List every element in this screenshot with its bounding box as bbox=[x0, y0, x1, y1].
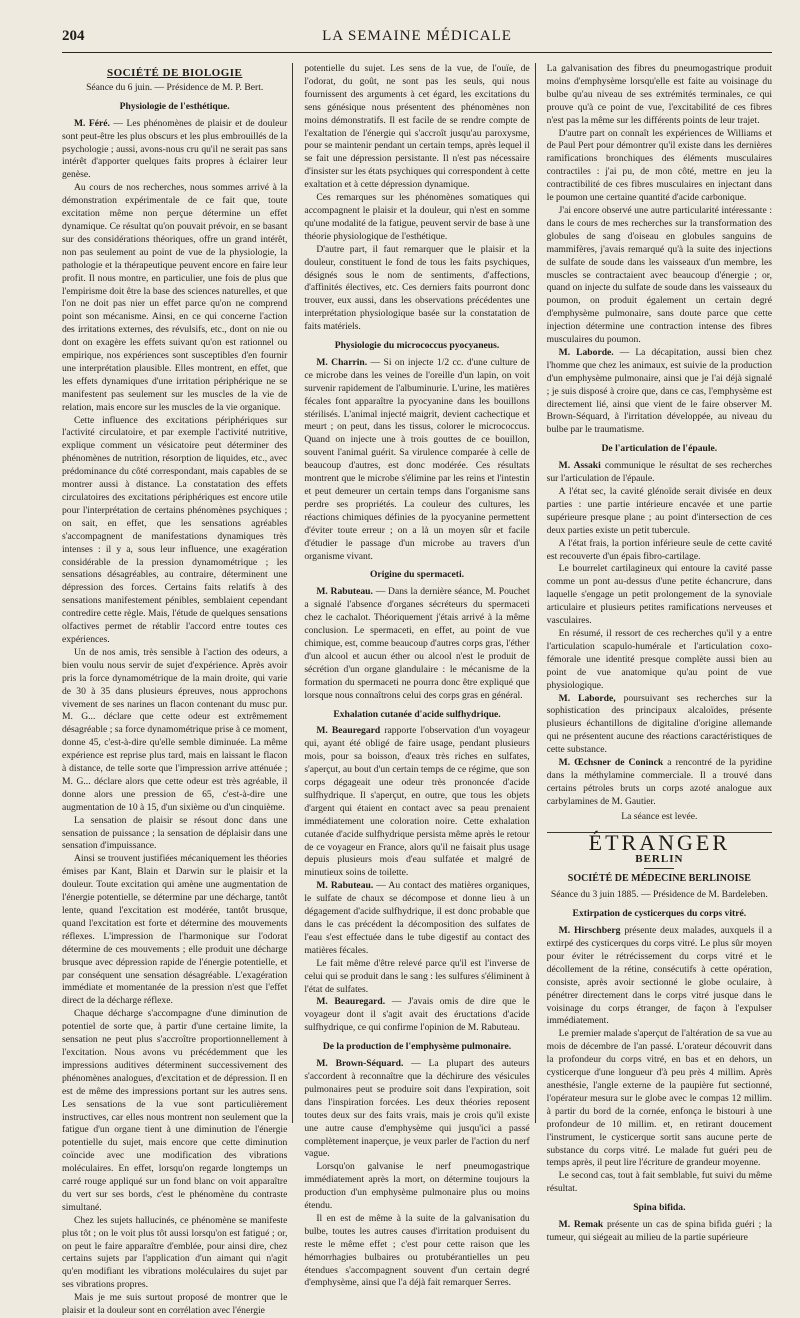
city-heading: BERLIN bbox=[635, 853, 684, 866]
speaker: M. Assaki bbox=[558, 460, 601, 472]
running-title: LA SEMAINE MÉDICALE bbox=[322, 28, 512, 44]
paragraph-text: présente deux malades, auxquels il a extirpé des cysticerques du corps vitré. Le plus sûr moyen pour éviter le rétrécissement du corps vitré et le décollement de la rétine, consécutifs à cette opération, consiste, après avoir sectionné le globe oculaire, à pénétrer directement dans le corps vitré jusque dans le voisinage du corps étranger, de façon à l'expulser immédiatement. bbox=[546, 925, 773, 1027]
paragraph-text: présente un cas de spina bifida guéri ; la tumeur, qui siégeait au milieu de la partie supérieure bbox=[546, 1219, 772, 1243]
speaker: M. Rabuteau. bbox=[316, 880, 374, 892]
section-title: Origine du spermaceti. bbox=[369, 569, 465, 581]
paragraph: Il en est de même à la suite de la galvanisation du bulbe, toutes les autres causes d'irritation produisent du reste le même effet ; c'est pour cette raison que les hémorrhagies bulbaires ou protubérantielles un peu étendues s'accompagnent souvent d'un certain degré d'emphysème, ainsi que l'a déjà fait remarquer Serres. bbox=[304, 1212, 530, 1289]
section-title: Physiologie du micrococcus pyocyaneus. bbox=[334, 340, 500, 352]
running-head bbox=[62, 28, 772, 53]
speaker: M. Œchsner de Coninck bbox=[558, 757, 664, 769]
paragraph: La sensation de plaisir se résout donc dans une sensation de puissance ; la sensation de déplaisir dans une sensation d'impuissance. bbox=[62, 814, 288, 852]
section-title: Exhalation cutanée d'acide sulfhydrique. bbox=[333, 708, 501, 720]
paragraph: La galvanisation des fibres du pneumogastrique produit moins d'emphysème lorsqu'elle est faite au voisinage du bulbe qu'au niveau de ses extrémités terminales, ce qui prouve qu'à ce point de vue, l'excitabilité de ces fibres n'est pas la même sur les différents points de leur trajet. bbox=[546, 63, 773, 126]
paragraph bbox=[547, 757, 772, 809]
paragraph: D'autre part on connaît les expériences de Williams et de Paul Pert pour démontrer qu'il existe dans les dernières ramifications bronchiques des éléments musculaires contractiles : j'ai pu, de mon côté, mettre en jeu la contractibilité de ces fibres musculaires en injectant dans le poumon une certaine quantité d'acide carbonique. bbox=[546, 127, 773, 204]
paragraph-text: rapporte l'observation d'un voyageur qui, ayant été obligé de faire usage, pendant plusieurs mois, pour sa boisson, d'eaux très riches en sulfates, s'aperçut, au bout d'un certain temps de ce régime, que son corps dégageait une odeur très prononcée d'acide sulfhydrique. Il s'aperçut, en outre, que tous les objets d'argent qui étaient en contact avec sa peau prenaient immédiatement une coloration noire. Cette exhalation cutanée d'acide sulfhydrique persista même après le retour de ce voyageur en France, alors qu'il ne faisait plus usage depuis plusieurs mois d'eau sulfatée et malgré de minutieux soins de toilette. bbox=[304, 725, 530, 879]
paragraph: Chez les sujets hallucinés, ce phénomène se manifeste plus tôt ; on le voit plus tôt aussi lorsqu'on est fatigué ; or, on peut le faire apparaître d'emblée, pour ainsi dire, chez certains sujets par l'application d'un aimant qui n'agit qu'en modifiant les vibrations moléculaires du sujet par ses vibrations propres. bbox=[62, 1214, 288, 1291]
paragraph: Au cours de nos recherches, nous sommes arrivé à la démonstration expérimentale de ce fait que, toute excitation même non perçue détermine un effet dynamique. Ce résultat qu'on pouvait prévoir, en se basant sur des considérations théoriques, offre un grand intérêt, non pas seulement au point de vue de la physiologie, la pathologie et la thérapeutique peuvent encore en faire leur profit. Il nous montre, en particulier, une fois de plus que l'empirisme doit être la base des sciences naturelles, et que l'on ne doit pas nier un effet parce qu'on ne comprend point son mécanisme. Ainsi, en ce qui concerne l'action des irritations externes, des révulsifs, etc., dont on nie ou dont on exagère les effets suivant qu'on est rationnel ou empirique, nos expériences sont susceptibles d'en fournir une interprétation plausible. Elles montrent, en effet, que les effets dynamiques d'une irritation périphérique ne se manifestent pas seulement sur les muscles de la vie de relation, mais encore sur les muscles de la vie organique. bbox=[62, 182, 288, 413]
speaker: M. Remak bbox=[558, 1219, 604, 1231]
paragraph-text: — J'avais omis de dire que le voyageur dont il s'agit avait des éructations d'acide sulfhydrique, ce qui confirme l'opinion de M. Rabuteau. bbox=[304, 996, 530, 1034]
paragraph bbox=[304, 880, 529, 957]
paragraph-text: — La plupart des auteurs s'accordent à reconnaître que la déchirure des vésicules pulmonaires peut se produire soit dans l'expiration, soit dans l'inspiration forcées. Les deux théories reposent toutes deux sur des faits vrais, mais je crois qu'il existe une autre cause d'emphysème qui jusqu'ici a passé complètement inaperçue, je veux parler de l'action du nerf vague. bbox=[304, 1058, 530, 1160]
paragraph: Ainsi se trouvent justifiées mécaniquement les théories émises par Kant, Blain et Darwin sur le plaisir et la douleur. Toute excitation qui amène une augmentation de l'énergie potentielle, se détermine par une décharge, tantôt lente, quand l'excitation est modérée, tantôt brusque, quand l'excitation est forte et détermine des mouvements réflexes. L'impression de l'harmonique sur l'odorat détermine de ces mouvements ; elle produit une décharge brusque avec dépression rapide de l'énergie potentielle, et par conséquent une sensation désagréable. L'exagération immédiate et momentanée de la pression n'est que l'effet direct de la décharge réflexe. bbox=[62, 853, 288, 1007]
page-number: 204 bbox=[62, 28, 85, 44]
paragraph: Cette influence des excitations périphériques sur l'activité circulatoire, et par exemple l'activité nutritive, explique comment un vésicatoire peut déterminer des phénomènes de nutrition, résorption de liquides, etc., avec prédominance du côté correspondant, mais capables de se montrer aussi à distance. La constatation des effets circulatoires des excitations périphériques est encore utile pour l'interprétation de certains phénomènes psychiques ; on sait, en effet, que les sensations agréables s'accompagnent de manifestations dynamiques très intenses : il y a, sous leur influence, une exagération considérable de la pression dynamométrique ; les sensations désagréables, au contraire, déterminent une dépression des forces. Certains faits relatifs à des sensations manifestement pénibles, semblaient cependant contredire cette règle. Mais, l'étude de quelques sensations olfactives permet de rétablir l'accord entre toutes ces expériences. bbox=[62, 414, 288, 645]
paragraph-text: poursuivant ses recherches sur la sophistication des principaux alcaloïdes, présente plusieurs échantillons de digitaline d'origine allemande qui ne présentent aucune des réactions caractéristiques de cette substance. bbox=[546, 692, 773, 756]
paragraph-text: — La décapitation, aussi bien chez l'homme que chez les animaux, est suivie de la production d'un emphysème pulmonaire, ainsi que je l'ai déjà signalé ; je suis disposé à croire que, dans ce cas, l'emphysème est directement lié, ainsi que vient de le faire observer M. Brown-Séquard, à l'irritation développée, au niveau du bulbe par le traumatisme. bbox=[546, 346, 773, 436]
speaker: M. Laborde. bbox=[558, 346, 614, 358]
column-3 bbox=[546, 63, 773, 1243]
paragraph-text: — Dans la dernière séance, M. Pouchet a signalé l'absence d'organes sécréteurs du spermaceti chez le cachalot. Théoriquement j'étais arrivé à la même conclusion. Le spermaceti, en effet, au point de vue chimique, est, comme beaucoup d'autres corps gras, l'éther d'un alcool et aucun éther ou alcool n'est le produit de sécrétion d'un organe glandulaire : le mécanisme de la formation du spermaceti ne pourra donc être expliqué que lorsque nous connaîtrons celui des corps gras en général. bbox=[304, 586, 530, 701]
paragraph-text: — Les phénomènes de plaisir et de douleur sont peut-être les plus obscurs et les plus embrouillés de la psychologie ; aussi, avons-nous cru qu'il ne serait pas sans intérêt d'apporter quelques faits propres à éclairer leur genèse. bbox=[62, 117, 288, 181]
section-title: Physiologie de l'esthétique. bbox=[119, 100, 230, 112]
paragraph-text: — Si on injecte 1/2 cc. d'une culture de ce microbe dans les veines de l'oreille d'un lapin, on voit survenir rapidement de l'albuminurie. L'urine, les matières fécales font apparaître la pyocyanine dans les bouillons stérilisés. L'animal injecté maigrit, devient cachectique et meurt ; on peut, dans les tissus, colorer le micrococcus. Quand on injecte une à trois gouttes de ce bouillon, souvent l'animal guérit. Sa virulence comparée à celle de beaucoup d'autres, est donc modérée. Ces résultats montrent que le microbe s'élimine par les reins et l'intestin et peut demeurer un certain temps dans l'organisme sans perdre ses propriétés. La couleur des cultures, les réactions chimiques définies de la pyocyanine permettent d'éviter toute erreur ; on a là un moyen sûr et facile d'étudier le passage d'un microbe au travers d'un organisme vivant. bbox=[304, 356, 530, 562]
paragraph: potentielle du sujet. Les sens de la vue, de l'ouïe, de l'odorat, du goût, ne sont pas les seuls, qui nous fournissent des arguments à cet égard, les excitations du sens génésique nous présentent des phénomènes non moins démonstratifs. Il est facile de se rendre compte de l'exaltation de l'énergie qui s'accroît jusqu'au paroxysme, pour se maintenir pendant un certain temps, après lequel il se fait une dépression persistante. Il n'est pas nécessaire d'insister sur les états psychiques qui correspondent à cette exaltation et à cette dépression dynamique. bbox=[304, 63, 530, 191]
speaker: M. Féré. bbox=[74, 117, 110, 129]
paragraph bbox=[62, 118, 287, 183]
paragraph: Un de nos amis, très sensible à l'action des odeurs, a bien voulu nous servir de sujet d'expérience. Après avoir pris la force dynamométrique de la main droite, qui varie de 30 à 35 dans plusieurs épreuves, nous approchons vivement de ses narines un flacon contenant du musc pur. M. G... déclare que cette odeur est extrêmement désagréable ; sa force dynamométrique prise à ce moment, donne 45, c'est-à-dire qu'elle semble diminuée. La même expérience est reprise plus tard, mais en laissant le flacon à distance, de telle sorte que l'impression arrive atténuée ; M. G... déclare alors que cette odeur est très agréable, il donne alors une pression de 65, c'est-à-dire une augmentation de 10 à 15, d'un sixième ou d'un cinquième. bbox=[62, 646, 288, 813]
session-end-line: La séance est levée. bbox=[621, 810, 698, 822]
column-rule bbox=[535, 63, 536, 1123]
paragraph bbox=[547, 460, 772, 486]
paragraph bbox=[547, 347, 772, 437]
column-rule bbox=[292, 63, 293, 1123]
paragraph: D'autre part, il faut remarquer que le plaisir et la douleur, constituent le fond de tous les faits psychiques, désignés sous le nom de sentiments, d'affections, d'affinités électives, etc. Ces derniers faits pourront donc trouver, eux aussi, dans les observations précédentes une interprétation physiologique basée sur la constatation de faits matériels. bbox=[304, 243, 530, 333]
paragraph-text: — Au contact des matières organiques, le sulfate de chaux se décompose et donne lieu à un dégagement d'acide sulfhydrique, il est donc probable que dans le cas précédent la décomposition des sulfates de l'eau s'est effectuée dans le tube digestif au contact des matières fécales. bbox=[304, 880, 530, 956]
paragraph: Chaque décharge s'accompagne d'une diminution de potentiel de sorte que, à partir d'une certaine limite, la sensation ne peut plus s'accroître proportionnellement à l'excitation. Nous avons vu précédemment que les impressions auditives déterminent successivement des phénomènes analogues, d'excitation et de dépression. Il en est de même des impressions portant sur les autres sens. Les sensations de la vue sont particulièrement instructives, car elles nous montrent non seulement que la fatigue d'un organe tient à une diminution de l'énergie potentielle du sujet, mais encore que cette diminution coïncide avec une modification des vibrations moléculaires. En effet, lorsqu'on regarde longtemps un carré rouge appliqué sur un fond blanc on voit apparaître du vert sur ses bords, c'est le phénomène du contraste simultané. bbox=[62, 1008, 288, 1213]
city-rule bbox=[644, 868, 674, 869]
speaker: M. Beauregard. bbox=[316, 996, 386, 1008]
paragraph bbox=[304, 1058, 529, 1161]
speaker: M. Brown-Séquard. bbox=[316, 1058, 404, 1070]
speaker: M. Charrin. bbox=[316, 356, 368, 368]
paragraph: J'ai encore observé une autre particularité intéressante : dans le cours de mes recherches sur la transformation des globules de sang d'oiseau en globules sanguins de mammifères, j'avais remarqué qu'à la suite des injections de sulfate de soude dans les vaisseaux d'un membre, les muscles se contractaient avec beaucoup d'énergie ; or, quand on injecte du sulfate de soude dans les vaisseaux du poumon, on produit également un certain degré d'emphysème pulmonaire, sans doute parce que cette injection détermine une contraction intense des fibres musculaires du poumon. bbox=[546, 204, 773, 346]
foreign-heading: ÉTRANGER bbox=[588, 829, 730, 855]
paragraph: Ces remarques sur les phénomènes somatiques qui accompagnent le plaisir et la douleur, qui n'est en somme qu'une modalité de la fatigue, peuvent servir de base à une théorie physiologique de l'esthétique. bbox=[304, 192, 530, 242]
paragraph bbox=[304, 357, 529, 564]
speaker: M. Rabuteau. bbox=[316, 586, 373, 598]
paragraph: Lorsqu'on galvanise le nerf pneumogastrique immédiatement après la mort, on détermine toujours la production d'un emphysème pulmonaire plus ou moins étendu. bbox=[304, 1161, 530, 1212]
speaker: M. Laborde, bbox=[558, 692, 616, 704]
society-title: SOCIÉTÉ DE BIOLOGIE bbox=[106, 67, 243, 79]
paragraph: A l'état sec, la cavité glénoïde serait divisée en deux parties : une partie intérieure encavée et une partie supérieure presque plane ; au point d'intersection de ces deux parties existe un petit tubercule. bbox=[546, 486, 773, 536]
paragraph bbox=[304, 725, 529, 880]
paragraph: A l'état frais, la portion inférieure seule de cette cavité est recouverte d'un épais fibro-cartilage. bbox=[546, 537, 773, 562]
section-title: De la production de l'emphysème pulmonaire. bbox=[322, 1041, 512, 1053]
section-title: Spina bifida. bbox=[633, 1202, 686, 1214]
paragraph bbox=[547, 693, 772, 758]
paragraph: Le second cas, tout à fait semblable, fut suivi du même résultat. bbox=[546, 1170, 773, 1195]
paragraph: En résumé, il ressort de ces recherches qu'il y a entre l'articulation scapulo-humérale et l'articulation coxo-fémorale une identité presque complète aussi bien au point de vue anatomique qu'au point de vue physiologique. bbox=[546, 627, 773, 691]
session-line: Séance du 3 juin 1885. — Présidence de M. Bardeleben. bbox=[550, 889, 768, 901]
paragraph-text: a rencontré de la pyridine dans la méthylamine commerciale. Il a trouvé dans certains pétroles bruts un corps azoté analogue aux carbylamines de M. Gautier. bbox=[546, 757, 773, 807]
paragraph bbox=[304, 586, 529, 702]
session-line: Séance du 6 juin. — Présidence de M. P. Bert. bbox=[86, 81, 264, 93]
paragraph bbox=[547, 1219, 772, 1245]
speaker: M. Hirschberg bbox=[558, 925, 621, 937]
society-title: SOCIÉTÉ DE MÉDECINE BERLINOISE bbox=[567, 873, 751, 885]
section-title: De l'articulation de l'épaule. bbox=[601, 443, 718, 455]
section-title: Extirpation de cysticerques du corps vitré. bbox=[572, 908, 747, 920]
paragraph: Mais je me suis surtout proposé de montrer que le plaisir et la douleur sont en corrélation avec l'énergie bbox=[62, 1292, 288, 1317]
speaker: M. Beauregard bbox=[316, 725, 381, 737]
column-1 bbox=[62, 63, 288, 1317]
paragraph-text: communique le résultat de ses recherches sur l'articulation de l'épaule. bbox=[546, 460, 773, 485]
paragraph: Le fait même d'être relevé parce qu'il est l'inverse de celui qui se produit dans le sang : les sulfures s'éliminent à l'état de sulfates. bbox=[304, 957, 530, 995]
paragraph: Le premier malade s'aperçut de l'altération de sa vue au mois de décembre de l'an passé. L'orateur découvrit dans la profondeur du corps vitré, en bas et en dehors, un cysticerque d'une longueur d'à peu près 4 millim. Après anesthésie, l'angle externe de la paupière fut sectionné, l'opérateur mesura sur le globe avec le compas 12 millim. à partir du bord de la cornée, enfonça le bistouri à une profondeur de 10 millim. et, en retirant doucement l'instrument, le cysticerque sortit sans aucune perte de substance du corps vitré. Le malade fut guéri peu de temps après, il peut lire l'écriture de grandeur moyenne. bbox=[546, 1028, 773, 1169]
article-columns bbox=[62, 63, 773, 1317]
paragraph bbox=[547, 925, 772, 1028]
paragraph: Le bourrelet cartilagineux qui entoure la cavité passe comme un pont au-dessus d'une petite échancrure, dans laquelle s'engage un petit prolongement de la synoviale articulaire et plusieurs petites ramifications nerveuses et vasculaires. bbox=[546, 563, 773, 627]
column-2 bbox=[304, 63, 530, 1289]
paragraph bbox=[304, 996, 529, 1035]
